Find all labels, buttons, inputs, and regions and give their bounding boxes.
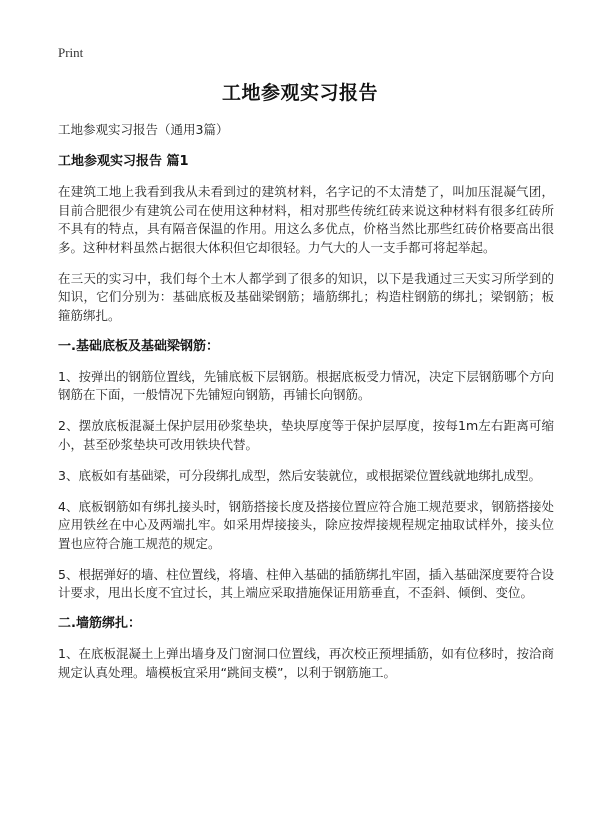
article-heading: 工地参观实习报告 篇1 bbox=[58, 154, 189, 169]
document-subtitle: 工地参观实习报告（通用3篇） bbox=[58, 122, 229, 137]
section-heading-foundation: 一.基础底板及基础梁钢筋： bbox=[58, 338, 219, 354]
list-item: 4、底板钢筋如有绑扎接头时，钢筋搭接长度及搭接位置应符合施工规范要求，钢筋搭接处应用铁丝在中心及两端扎牢。如采用焊接接头，除应按焊接规程规定抽取试样外，接头位置也应符合施工规范的规定。 bbox=[58, 498, 554, 551]
document-title: 工地参观实习报告 bbox=[221, 82, 378, 104]
print-link[interactable]: Print bbox=[58, 45, 84, 60]
section-heading-wall: 二.墙筋绑扎： bbox=[58, 616, 141, 631]
list-item: 1、按弹出的钢筋位置线，先铺底板下层钢筋。根据底板受力情况，决定下层钢筋哪个方向钢筋在下面，一般情况下先铺短向钢筋，再铺长向钢筋。 bbox=[58, 368, 554, 402]
list-item: 5、根据弹好的墙、柱位置线，将墙、柱伸入基础的插筋绑扎牢固，插入基础深度要符合设计要求，甩出长度不宜过长，其上端应采取措施保证用筋垂直，不歪斜、倾倒、变位。 bbox=[58, 566, 554, 600]
list-item: 3、底板如有基础梁，可分段绑扎成型，然后安装就位，或根据梁位置线就地绑扎成型。 bbox=[58, 467, 541, 483]
paragraph: 在建筑工地上我看到我从未看到过的建筑材料，名字记的不太清楚了，叫加压混凝气团，目前合肥很少有建筑公司在使用这种材料，相对那些传统红砖来说这种材料有很多红砖所不具有的特点，具有隔音保温的作用。用这么多优点，价格当然比那些红砖价格要高出很多。这种材料虽然占据很大体积但它却很轻。力气大的人一支手都可将起举起。 bbox=[58, 184, 554, 255]
list-item: 1、在底板混凝土上弹出墙身及门窗洞口位置线，再次校正预埋插筋，如有位移时，按洽商规定认真处理。墙模板宜采用“跳间支模”，以利于钢筋施工。 bbox=[58, 646, 554, 680]
document-body bbox=[58, 121, 554, 695]
list-item: 2、摆放底板混凝土保护层用砂浆垫块，垫块厚度等于保护层厚度，按每1m左右距离可缩小，甚至砂浆垫块可改用铁块代替。 bbox=[58, 418, 554, 452]
paragraph: 在三天的实习中，我们每个土木人都学到了很多的知识，以下是我通过三天实习所学到的知识，它们分别为：基础底板及基础梁钢筋；墙筋绑扎；构造柱钢筋的绑扎；梁钢筋；板箍筋绑扎。 bbox=[58, 270, 554, 323]
